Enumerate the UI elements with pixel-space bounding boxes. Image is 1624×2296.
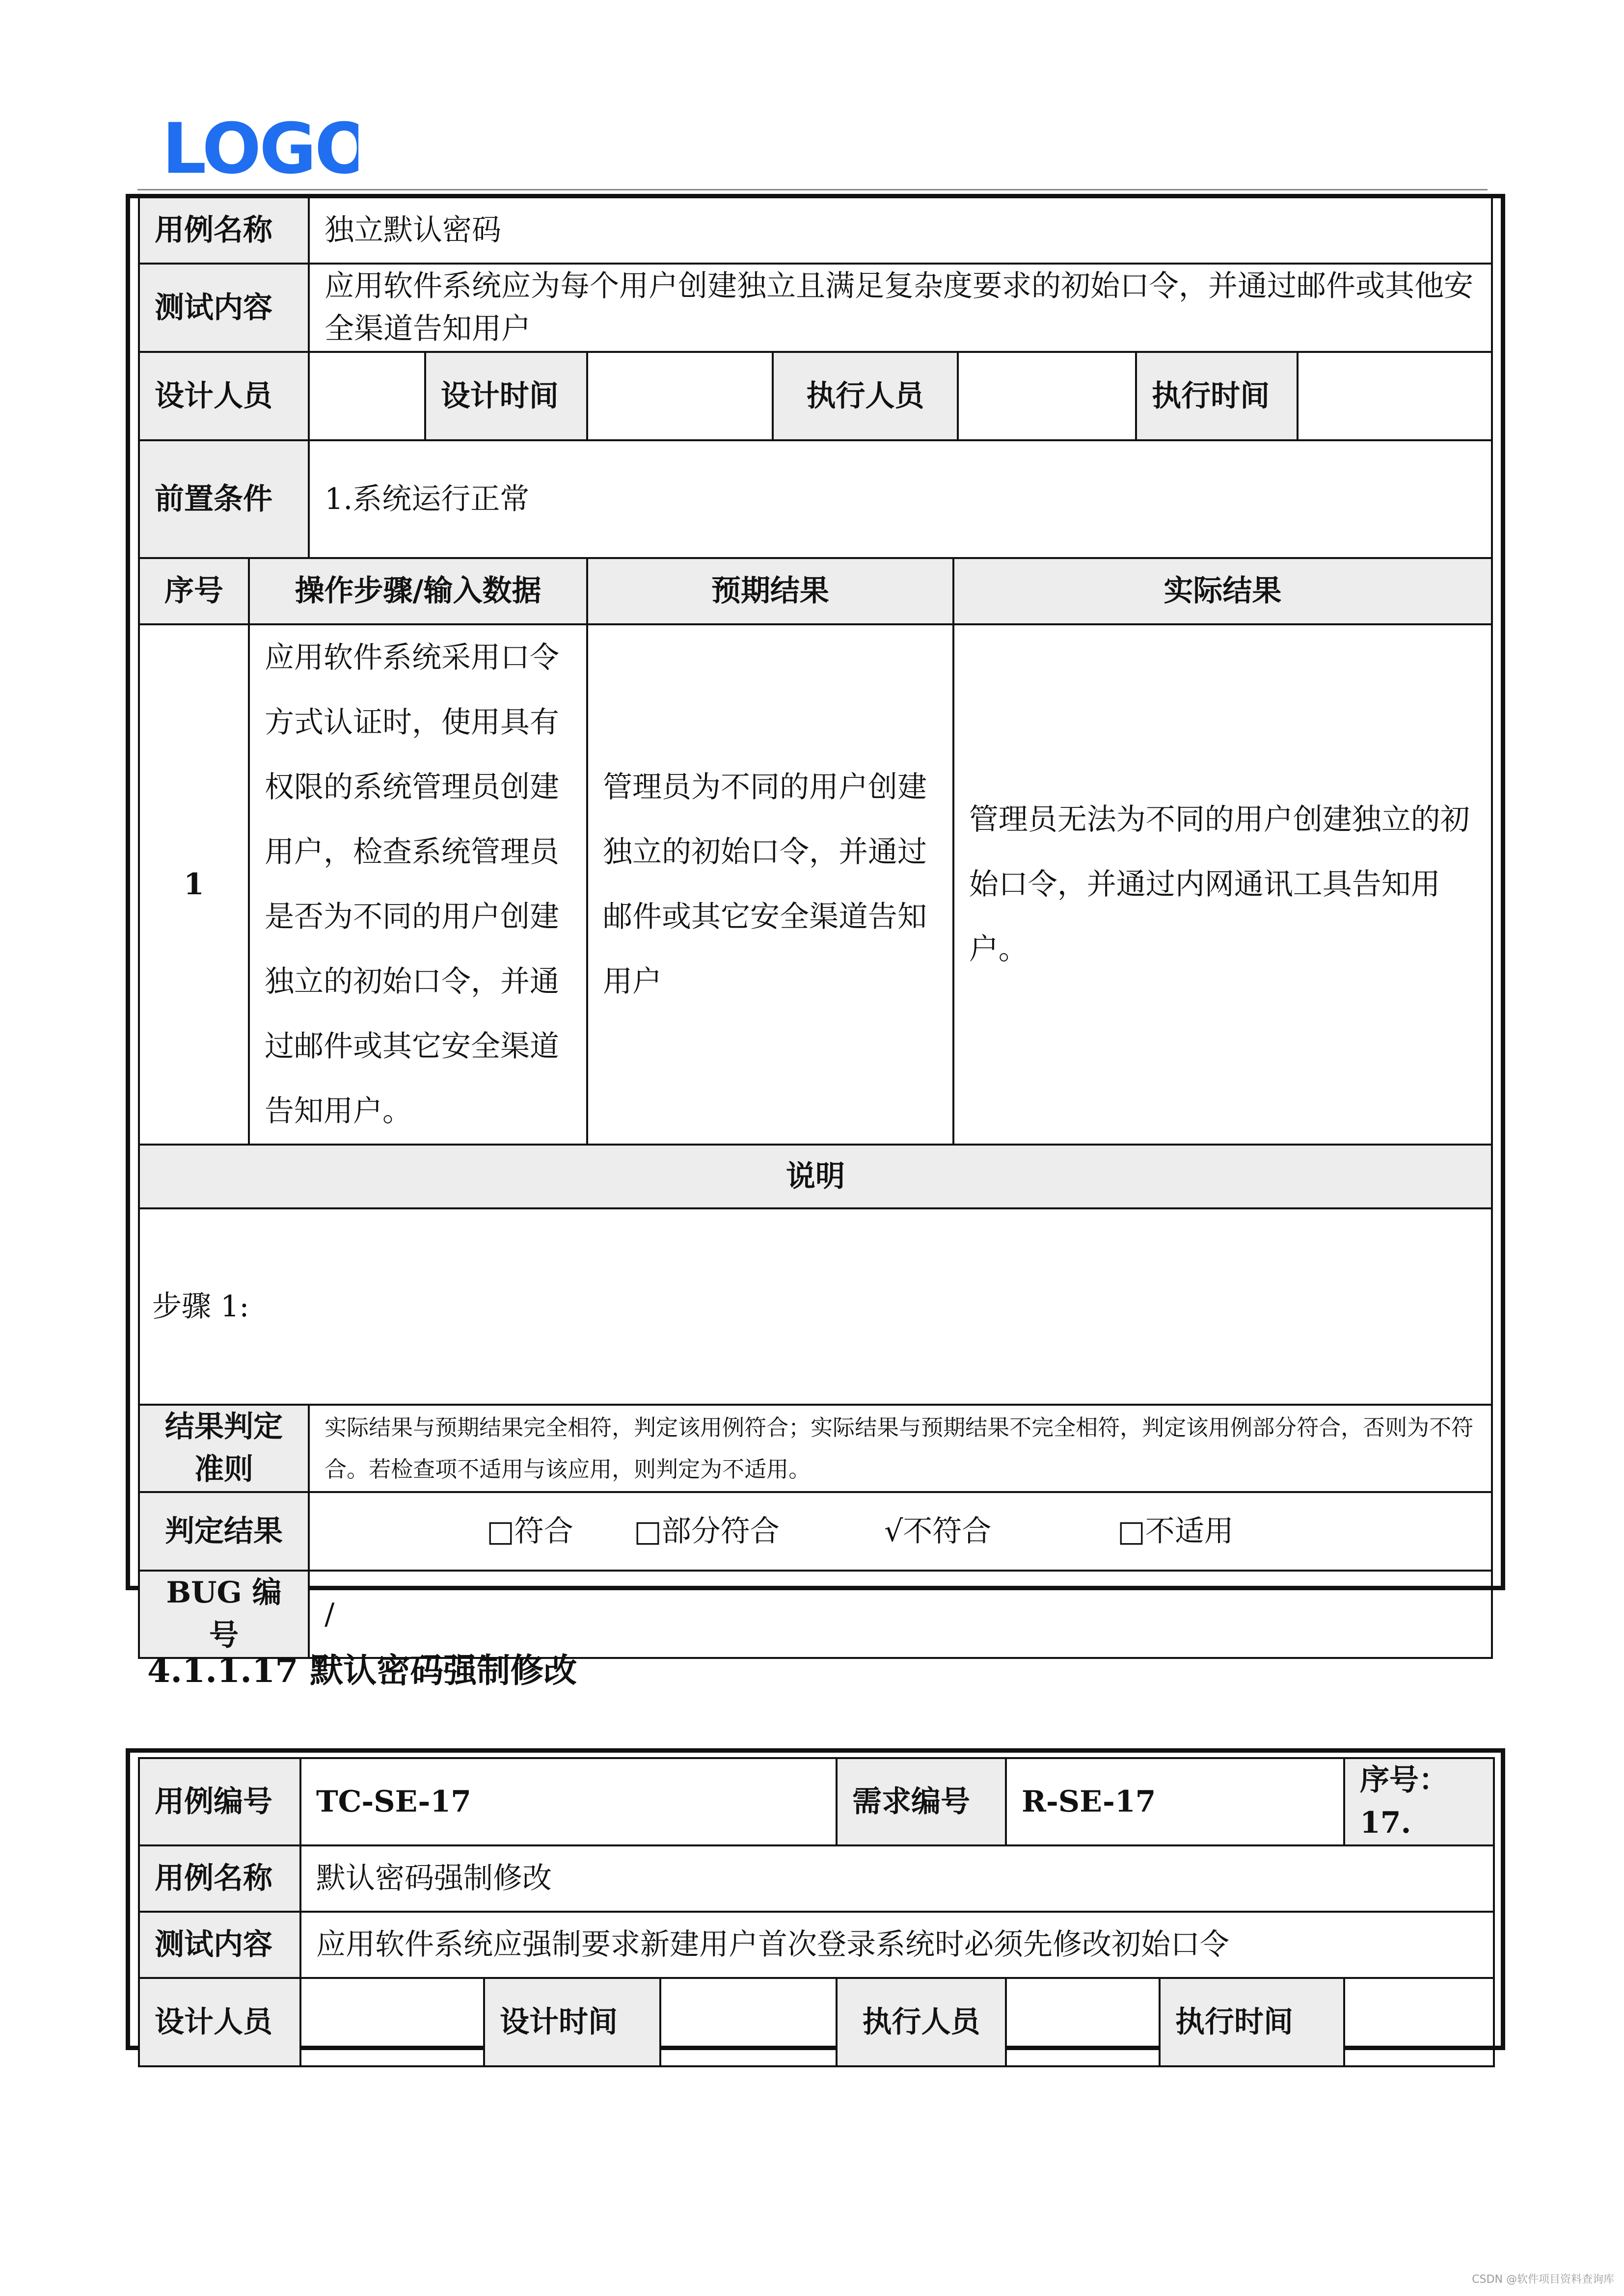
col-header-actual: 实际结果 [953,558,1492,624]
section-heading: 4.1.1.17 默认密码强制修改 [147,1651,577,1690]
design-time-label-2: 设计时间 [484,1978,660,2066]
row-expected: 管理员为不同的用户创建独立的初始口令，并通过邮件或其它安全渠道告知用户 [587,624,953,1145]
exec-time-value-2[interactable] [1344,1978,1494,2066]
designer-value-2[interactable] [300,1978,484,2066]
executor-label-2: 执行人员 [837,1978,1006,2066]
bug-value: / [309,1571,1492,1658]
case-id-value: TC-SE-17 [300,1758,837,1845]
col-header-expected: 预期结果 [587,558,953,624]
verdict-label: 判定结果 [139,1492,309,1571]
case-name-label-2: 用例名称 [139,1845,300,1912]
criteria-value: 实际结果与预期结果完全相符，判定该用例符合；实际结果与预期结果不完全相符，判定该用例部分符合，否则为不符合。若检查项不适用与该应用，则判定为不适用。 [309,1405,1492,1492]
watermark: CSDN @软件项目资料查询库 [1472,2273,1614,2286]
logo-text: LOGO [162,118,358,182]
row-no: 1 [139,624,249,1145]
table-row [139,624,1492,1145]
designer-label: 设计人员 [139,352,309,440]
exec-time-label: 执行时间 [1136,352,1298,440]
test-content-label: 测试内容 [139,264,309,352]
designer-value[interactable] [309,352,425,440]
logo-mark [162,118,358,182]
logo [162,118,358,182]
req-id-value: R-SE-17 [1006,1758,1344,1845]
verdict-option-na[interactable]: □不适用 [1117,1514,1234,1548]
exec-time-label-2: 执行时间 [1160,1978,1344,2066]
case-name-value-2: 默认密码强制修改 [300,1845,1494,1912]
row-steps: 应用软件系统采用口令方式认证时，使用具有权限的系统管理员创建用户，检查系统管理员是否为不同的用户创建独立的初始口令，并通过邮件或其它安全渠道告知用户。 [249,624,587,1145]
notes-value: 步骤 1: [139,1208,1492,1405]
case-id-label: 用例编号 [139,1758,300,1845]
test-case-table-1 [138,196,1493,1659]
test-content-value: 应用软件系统应为每个用户创建独立且满足复杂度要求的初始口令，并通过邮件或其他安全渠道告知用户 [309,264,1492,352]
precondition-label: 前置条件 [139,440,309,558]
design-time-label: 设计时间 [425,352,587,440]
criteria-label: 结果判定准则 [139,1405,309,1492]
bug-label: BUG 编号 [139,1571,309,1658]
notes-header: 说明 [139,1145,1492,1208]
verdict-option-fail[interactable]: √不符合 [884,1514,992,1548]
design-time-value-2[interactable] [660,1978,837,2066]
col-header-steps: 操作步骤/输入数据 [249,558,587,624]
col-header-no: 序号 [139,558,249,624]
seq-label: 序号：17. [1344,1758,1494,1845]
header-rule [137,189,1488,190]
executor-label: 执行人员 [773,352,958,440]
case-name-value: 独立默认密码 [309,197,1492,264]
test-content-label-2: 测试内容 [139,1912,300,1978]
verdict-options [309,1492,1492,1571]
verdict-option-partial[interactable]: □部分符合 [634,1514,780,1548]
design-time-value[interactable] [587,352,773,440]
test-case-table-2 [138,1757,1495,2067]
verdict-option-pass[interactable]: □符合 [487,1514,573,1548]
req-id-label: 需求编号 [837,1758,1006,1845]
row-actual: 管理员无法为不同的用户创建独立的初始口令，并通过内网通讯工具告知用户。 [953,624,1492,1145]
case-name-label: 用例名称 [139,197,309,264]
executor-value-2[interactable] [1006,1978,1160,2066]
precondition-value: 1.系统运行正常 [309,440,1492,558]
test-content-value-2: 应用软件系统应强制要求新建用户首次登录系统时必须先修改初始口令 [300,1912,1494,1978]
exec-time-value[interactable] [1298,352,1492,440]
designer-label-2: 设计人员 [139,1978,300,2066]
executor-value[interactable] [958,352,1136,440]
